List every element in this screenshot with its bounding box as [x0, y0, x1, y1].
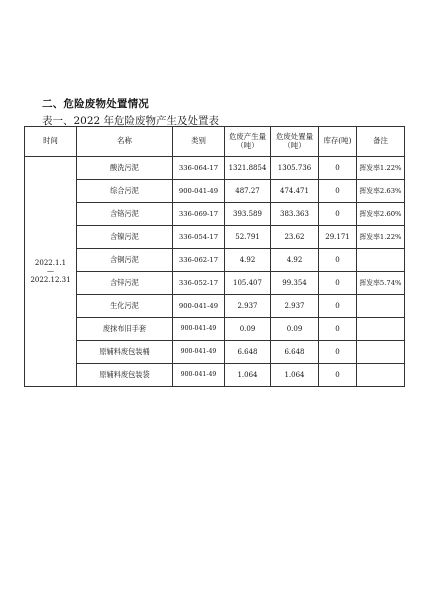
cell-name: 综合污泥: [77, 180, 173, 203]
table-row: [25, 272, 405, 295]
cell-generated: 0.09: [225, 318, 271, 341]
cell-disposed: 383.363: [271, 203, 319, 226]
cell-name: 原辅料废包装袋: [77, 364, 173, 387]
cell-remark: [357, 249, 405, 272]
cell-stock: 0: [319, 295, 357, 318]
table-row: [25, 157, 405, 180]
cell-disposed: 23.62: [271, 226, 319, 249]
cell-disposed: 2.937: [271, 295, 319, 318]
period-cell: [25, 157, 77, 387]
cell-remark: 挥发率5.74%: [357, 272, 405, 295]
cell-generated: 393.589: [225, 203, 271, 226]
cell-remark: 挥发率2.63%: [357, 180, 405, 203]
cell-stock: 0: [319, 249, 357, 272]
header-category: 类别: [173, 127, 225, 157]
cell-stock: 0: [319, 272, 357, 295]
cell-remark: 挥发率1.22%: [357, 226, 405, 249]
cell-category: 900-041-49: [173, 180, 225, 203]
cell-remark: 挥发率2.60%: [357, 203, 405, 226]
header-remark: 备注: [357, 127, 405, 157]
cell-category: 336-052-17: [173, 272, 225, 295]
cell-stock: 0: [319, 364, 357, 387]
table-row: [25, 295, 405, 318]
cell-stock: 0: [319, 180, 357, 203]
cell-generated: 4.92: [225, 249, 271, 272]
cell-disposed: 4.92: [271, 249, 319, 272]
cell-stock: 29.171: [319, 226, 357, 249]
cell-stock: 0: [319, 341, 357, 364]
cell-generated: 105.407: [225, 272, 271, 295]
cell-name: 废抹布旧手套: [77, 318, 173, 341]
cell-disposed: 6.648: [271, 341, 319, 364]
cell-category: 336-069-17: [173, 203, 225, 226]
cell-generated: 6.648: [225, 341, 271, 364]
table-row: [25, 226, 405, 249]
cell-disposed: 474.471: [271, 180, 319, 203]
cell-disposed: 1305.736: [271, 157, 319, 180]
cell-stock: 0: [319, 157, 357, 180]
table-row: [25, 318, 405, 341]
cell-name: 酸洗污泥: [77, 157, 173, 180]
cell-name: 含镍污泥: [77, 226, 173, 249]
hazardous-waste-table: [24, 126, 405, 387]
cell-generated: 487.27: [225, 180, 271, 203]
cell-category: 900-041-49: [173, 318, 225, 341]
cell-stock: 0: [319, 203, 357, 226]
cell-remark: [357, 364, 405, 387]
cell-remark: [357, 295, 405, 318]
cell-category: 900-041-49: [173, 295, 225, 318]
table-row: [25, 341, 405, 364]
header-stock: 库存(吨): [319, 127, 357, 157]
cell-remark: [357, 341, 405, 364]
cell-generated: 1.064: [225, 364, 271, 387]
cell-category: 336-062-17: [173, 249, 225, 272]
table-caption: 表一、2022 年危险废物产生及处置表: [42, 115, 220, 127]
table-row: [25, 249, 405, 272]
table-row: [25, 180, 405, 203]
cell-generated: 2.937: [225, 295, 271, 318]
cell-category: 900-041-49: [173, 341, 225, 364]
period-separator: —: [47, 267, 54, 276]
cell-disposed: 1.064: [271, 364, 319, 387]
cell-name: 含锌污泥: [77, 272, 173, 295]
table-row: [25, 364, 405, 387]
period-start: 2022.1.1: [34, 258, 67, 267]
cell-name: 生化污泥: [77, 295, 173, 318]
cell-name: 含铜污泥: [77, 249, 173, 272]
section-heading: 二、危险废物处置情况: [42, 98, 149, 110]
cell-remark: 挥发率1.22%: [357, 157, 405, 180]
table-row: [25, 203, 405, 226]
cell-name: 含铬污泥: [77, 203, 173, 226]
cell-generated: 1321.8854: [225, 157, 271, 180]
cell-disposed: 0.09: [271, 318, 319, 341]
header-name: 名称: [77, 127, 173, 157]
table-header-row: [25, 127, 405, 157]
header-time: 时间: [25, 127, 77, 157]
cell-stock: 0: [319, 318, 357, 341]
header-generated: 危废产生量（吨）: [225, 127, 271, 157]
cell-disposed: 99.354: [271, 272, 319, 295]
period-end: 2022.12.31: [30, 275, 71, 284]
cell-remark: [357, 318, 405, 341]
cell-category: 900-041-49: [173, 364, 225, 387]
cell-category: 336-054-17: [173, 226, 225, 249]
cell-generated: 52.791: [225, 226, 271, 249]
cell-name: 原辅料废包装桶: [77, 341, 173, 364]
cell-category: 336-064-17: [173, 157, 225, 180]
header-disposed: 危废处置量（吨）: [271, 127, 319, 157]
